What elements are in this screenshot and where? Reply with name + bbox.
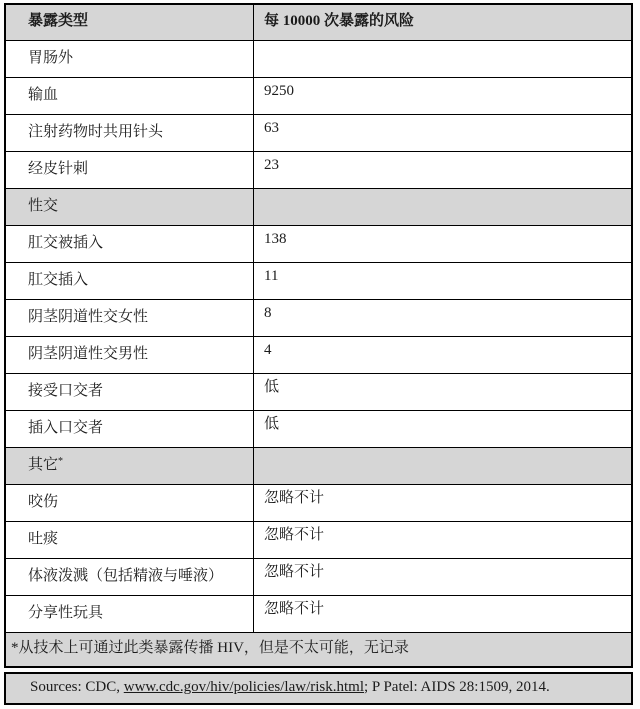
risk-value-cell: 忽略不计 (264, 564, 325, 580)
exposure-type-cell: 咬伤 (6, 485, 254, 521)
hiv-risk-table (4, 3, 633, 668)
header-risk-per-10000: 每 10000 次暴露的风险 (264, 13, 415, 29)
section-label: 其它 (28, 457, 59, 473)
exposure-type-cell: 阴茎阴道性交男性 (6, 337, 254, 373)
exposure-type-cell: 接受口交者 (6, 374, 254, 410)
row-blood-transfusion (6, 77, 631, 114)
exposure-type-cell: 插入口交者 (6, 411, 254, 447)
row-receptive-oral (6, 373, 631, 410)
sources-suffix: ; P Patel: AIDS 28:1509, 2014. (364, 679, 550, 695)
risk-value-cell (254, 41, 631, 77)
risk-value-cell: 9250 (264, 83, 294, 99)
section-label-cell: 性交 (6, 189, 254, 225)
risk-value-cell: 低 (264, 379, 280, 395)
exposure-type-cell: 分享性玩具 (6, 596, 254, 632)
risk-value-cell: 63 (264, 120, 279, 136)
row-needle-sharing (6, 114, 631, 151)
row-needlestick (6, 151, 631, 188)
exposure-type-cell: 体液泼溅（包括精液与唾液） (6, 559, 254, 595)
row-spitting (6, 521, 631, 558)
row-biting (6, 484, 631, 521)
row-vaginal-female (6, 299, 631, 336)
header-exposure-type: 暴露类型 (6, 5, 254, 40)
risk-value-cell: 23 (264, 157, 279, 173)
row-sexual-section (6, 188, 631, 225)
section-label-cell (6, 448, 254, 484)
row-fluid-splash (6, 558, 631, 595)
risk-value-cell: 11 (264, 268, 279, 284)
risk-value-cell: 4 (264, 342, 272, 358)
risk-value-cell: 忽略不计 (264, 601, 325, 617)
row-vaginal-male (6, 336, 631, 373)
footnote-asterisk: * (58, 456, 64, 467)
section-empty-cell (254, 189, 631, 225)
sources-prefix: Sources: CDC, (30, 679, 124, 695)
exposure-type-cell: 吐痰 (6, 522, 254, 558)
footnote-row: *从技术上可通过此类暴露传播 HIV，但是不太可能，无记录 (6, 632, 631, 666)
row-parenteral-section (6, 40, 631, 77)
table-header-row (6, 5, 631, 40)
row-insertive-oral (6, 410, 631, 447)
exposure-type-cell: 经皮针刺 (6, 152, 254, 188)
exposure-type-cell: 胃肠外 (6, 41, 254, 77)
exposure-type-cell: 肛交被插入 (6, 226, 254, 262)
risk-value-cell: 138 (264, 231, 287, 247)
exposure-type-cell: 输血 (6, 78, 254, 114)
risk-value-cell: 8 (264, 305, 272, 321)
row-sharing-sex-toys (6, 595, 631, 632)
row-insertive-anal (6, 262, 631, 299)
risk-value-cell: 忽略不计 (264, 527, 325, 543)
sources-bar (4, 672, 633, 705)
exposure-type-cell: 肛交插入 (6, 263, 254, 299)
row-receptive-anal (6, 225, 631, 262)
exposure-type-cell: 阴茎阴道性交女性 (6, 300, 254, 336)
exposure-type-cell: 注射药物时共用针头 (6, 115, 254, 151)
risk-value-cell: 忽略不计 (264, 490, 325, 506)
row-other-section (6, 447, 631, 484)
risk-value-cell: 低 (264, 416, 280, 432)
section-empty-cell (254, 448, 631, 484)
sources-link[interactable]: www.cdc.gov/hiv/policies/law/risk.html (123, 679, 364, 695)
